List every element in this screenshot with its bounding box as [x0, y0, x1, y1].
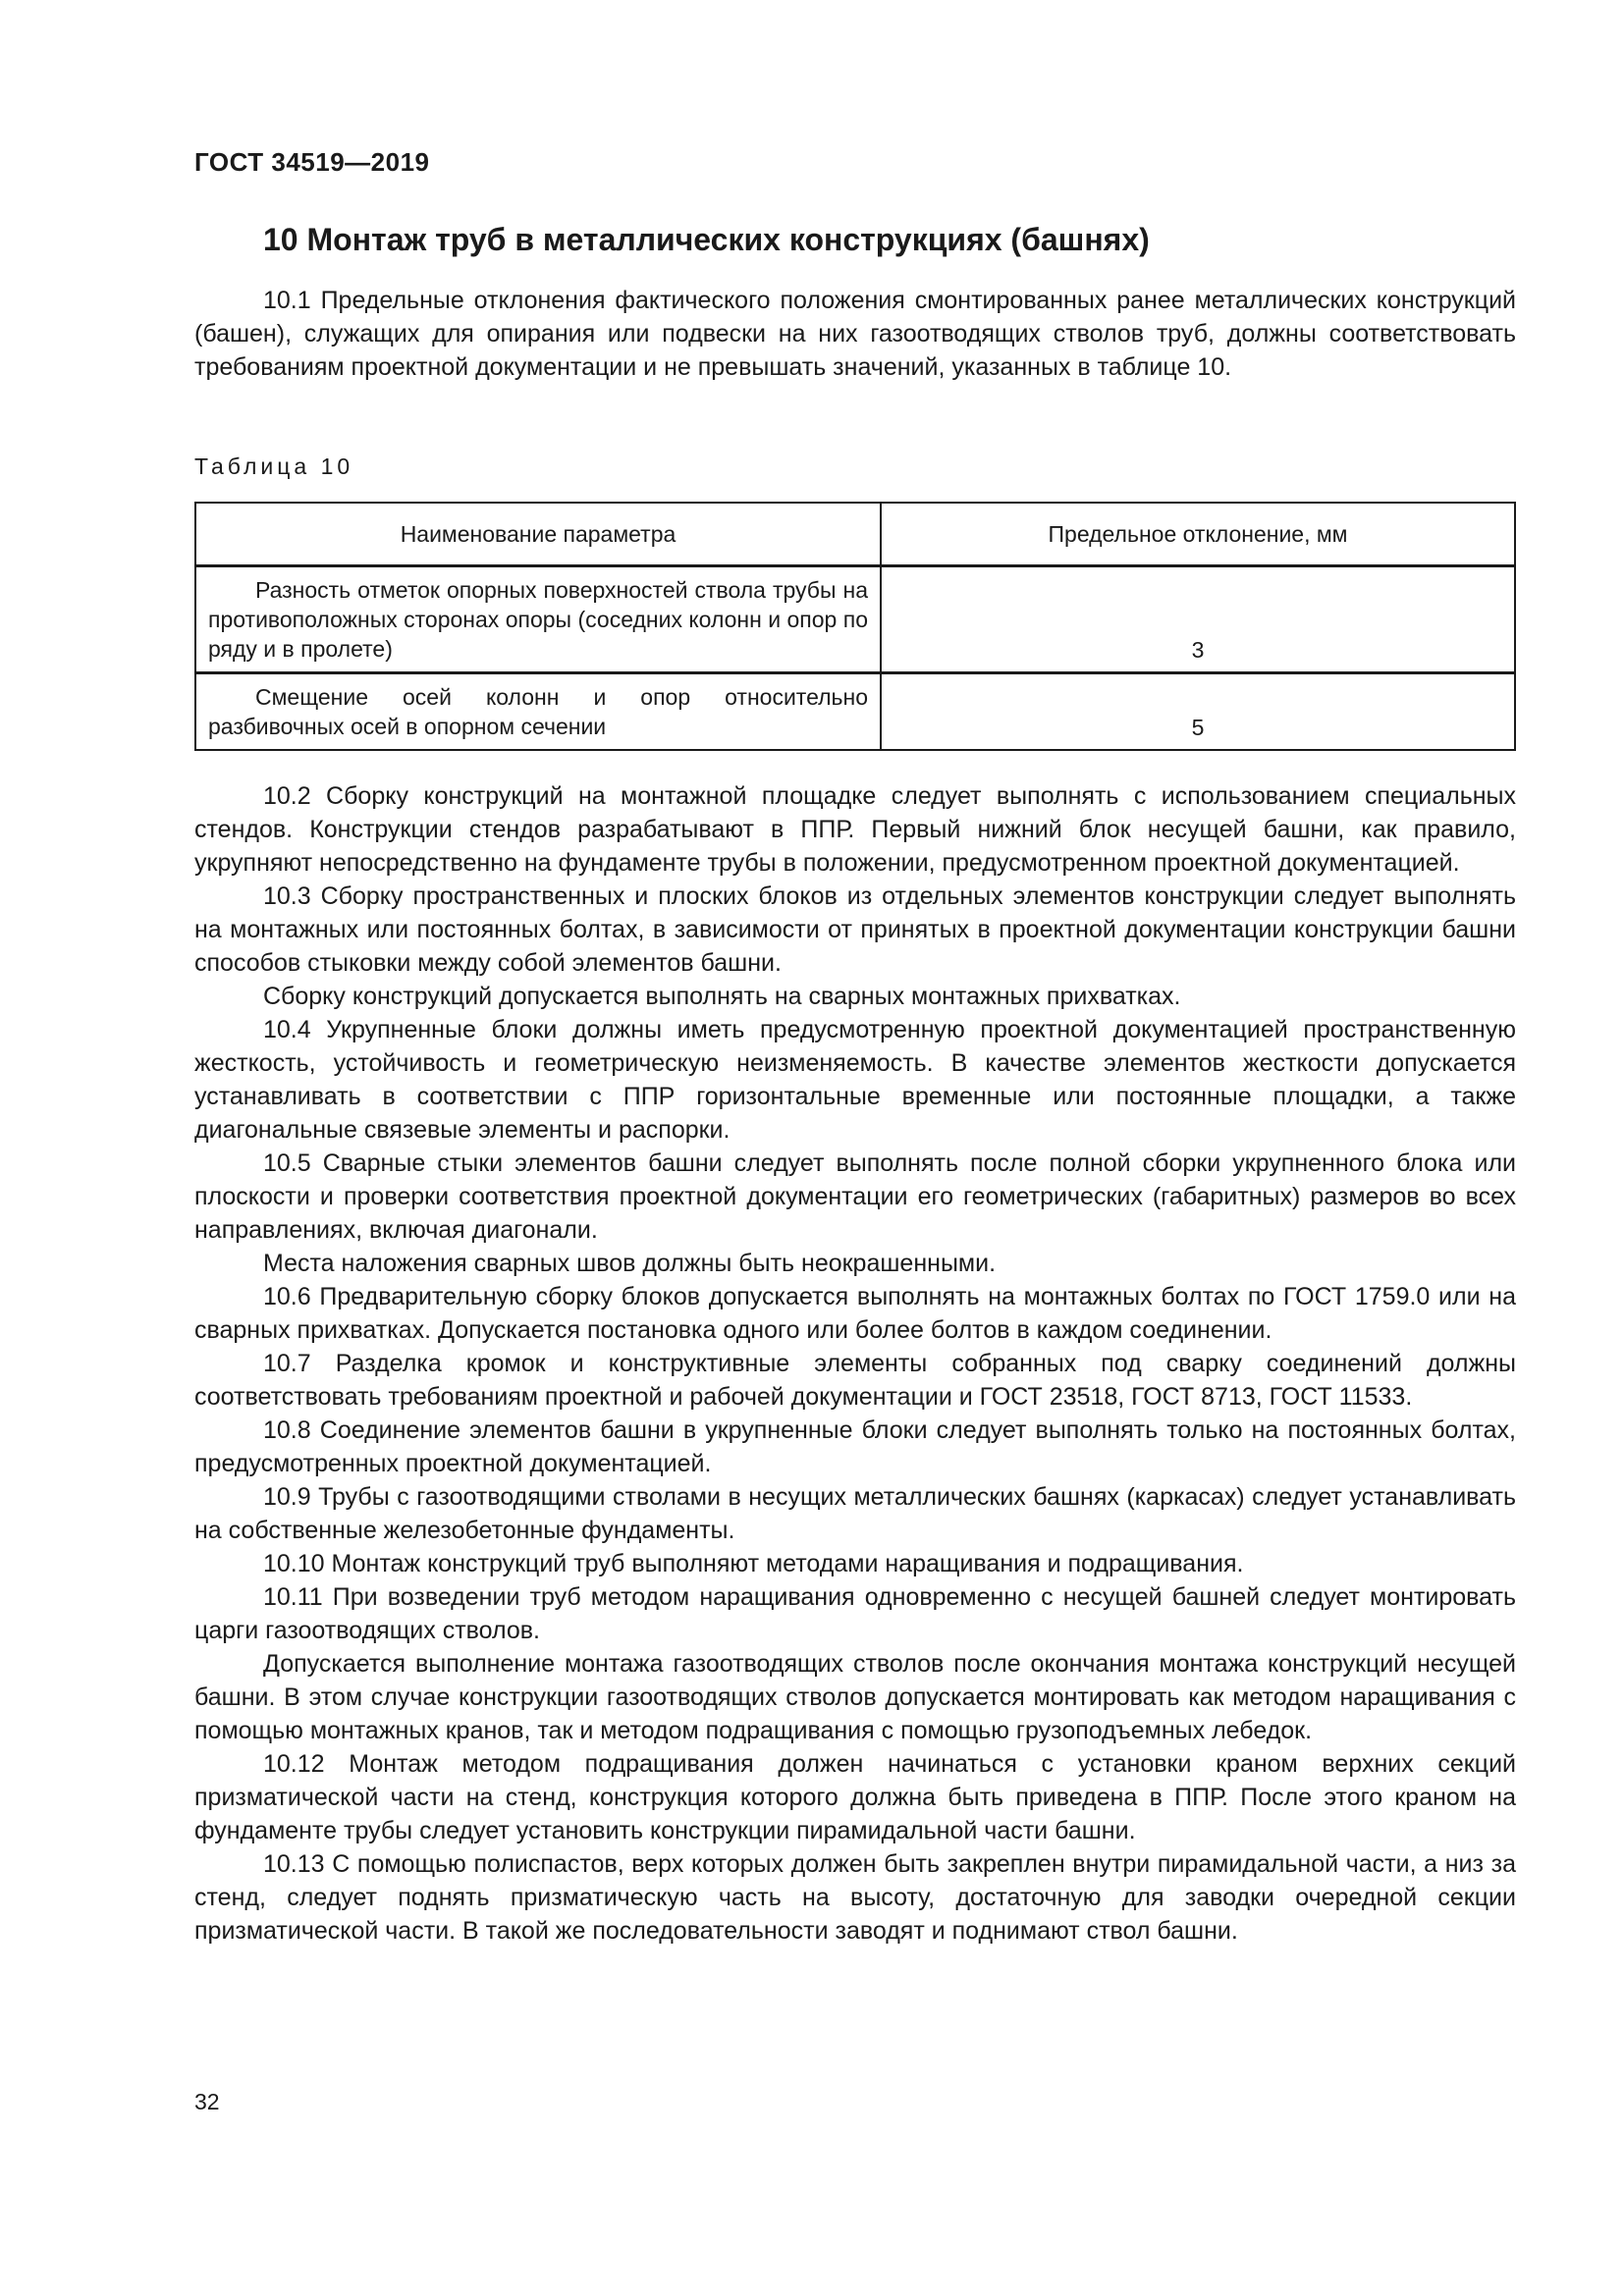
paragraph: 10.4 Укрупненные блоки должны иметь предусмотренную проектной документацией пространственную жесткость, устойчивость и геометрическую неизменяемость. В качестве элементов жесткости допускается устанавливать в соответствии с ППР горизонтальные временные или постоянные площадки, а также диагональные связевые элементы и распорки. — [194, 1016, 1516, 1144]
table-row — [195, 566, 1515, 673]
table-caption: Таблица 10 — [194, 454, 354, 479]
section-title: 10 Монтаж труб в металлических конструкциях (башнях) — [263, 222, 1150, 257]
table-cell-deviation: 3 — [881, 566, 1515, 673]
paragraph: 10.6 Предварительную сборку блоков допускается выполнять на монтажных болтах по ГОСТ 1759.0 или на сварных прихватках. Допускается постановка одного или более болтов в каждом соединении. — [194, 1283, 1516, 1344]
paragraph: 10.3 Сборку пространственных и плоских блоков из отдельных элементов конструкции следует выполнять на монтажных или постоянных болтах, в зависимости от принятых в проектной документации конструкции башни способов стыковки между собой элементов башни. — [194, 882, 1516, 977]
table-cell-parameter: Разность отметок опорных поверхностей ствола трубы на противоположных сторонах опоры (соседних колонн и опор по ряду и в пролете) — [195, 566, 881, 673]
paragraph: 10.7 Разделка кромок и конструктивные элементы собранных под сварку соединений должны соответствовать требованиям проектной и рабочей документации и ГОСТ 23518, ГОСТ 8713, ГОСТ 11533. — [194, 1350, 1516, 1411]
paragraph: 10.2 Сборку конструкций на монтажной площадке следует выполнять с использованием специальных стендов. Конструкции стендов разрабатывают в ППР. Первый нижний блок несущей башни, как правило, укрупняют непосредственно на фундаменте трубы в положении, предусмотренном проектной документацией. — [194, 782, 1516, 877]
paragraph: 10.13 С помощью полиспастов, верх которых должен быть закреплен внутри пирамидальной части, а низ за стенд, следует поднять призматическую часть на высоту, достаточную для заводки очередной секции призматической части. В такой же последовательности заводят и поднимают ствол башни. — [194, 1850, 1516, 1945]
body-text — [194, 779, 1516, 1948]
table-cell-parameter: Смещение осей колонн и опор относительно разбивочных осей в опорном сечении — [195, 673, 881, 751]
paragraph: 10.9 Трубы с газоотводящими стволами в несущих металлических башнях (каркасах) следует устанавливать на собственные железобетонные фундаменты. — [194, 1483, 1516, 1544]
table-row — [195, 673, 1515, 751]
paragraph: 10.8 Соединение элементов башни в укрупненные блоки следует выполнять только на постоянных болтах, предусмотренных проектной документацией. — [194, 1416, 1516, 1477]
deviation-table — [194, 502, 1516, 751]
table-cell-deviation: 5 — [881, 673, 1515, 751]
page-number: 32 — [194, 2089, 220, 2114]
paragraph: 10.5 Сварные стыки элементов башни следует выполнять после полной сборки укрупненного блока или плоскости и проверки соответствия проектной документации его геометрических (габаритных) размеров во всех направлениях, включая диагонали. — [194, 1149, 1516, 1244]
document-code-header: ГОСТ 34519—2019 — [194, 147, 430, 177]
column-header-parameter: Наименование параметра — [195, 503, 881, 566]
table-header-row — [195, 503, 1515, 566]
paragraph: 10.12 Монтаж методом подращивания должен начинаться с установки краном верхних секций призматической части на стенд, конструкция которого должна быть приведена в ППР. После этого краном на фундаменте трубы следует установить конструкции пирамидальной части башни. — [194, 1750, 1516, 1844]
paragraph: 10.10 Монтаж конструкций труб выполняют методами наращивания и подращивания. — [263, 1550, 1244, 1577]
column-header-deviation: Предельное отклонение, мм — [881, 503, 1515, 566]
paragraph: 10.11 При возведении труб методом наращивания одновременно с несущей башней следует монтировать царги газоотводящих стволов. — [194, 1583, 1516, 1644]
paragraph: Допускается выполнение монтажа газоотводящих стволов после окончания монтажа конструкций несущей башни. В этом случае конструкции газоотводящих стволов допускается монтировать как методом наращивания с помощью монтажных кранов, так и методом подращивания с помощью грузоподъемных лебедок. — [194, 1650, 1516, 1744]
paragraph-10-1: 10.1 Предельные отклонения фактического положения смонтированных ранее металлических конструкций (башен), служащих для опирания или подвески на них газоотводящих стволов труб, должны соответствовать требованиям проектной документации и не превышать значений, указанных в таблице 10. — [194, 287, 1516, 381]
paragraph: Сборку конструкций допускается выполнять на сварных монтажных прихватках. — [263, 983, 1181, 1010]
paragraph: Места наложения сварных швов должны быть неокрашенными. — [263, 1250, 997, 1277]
